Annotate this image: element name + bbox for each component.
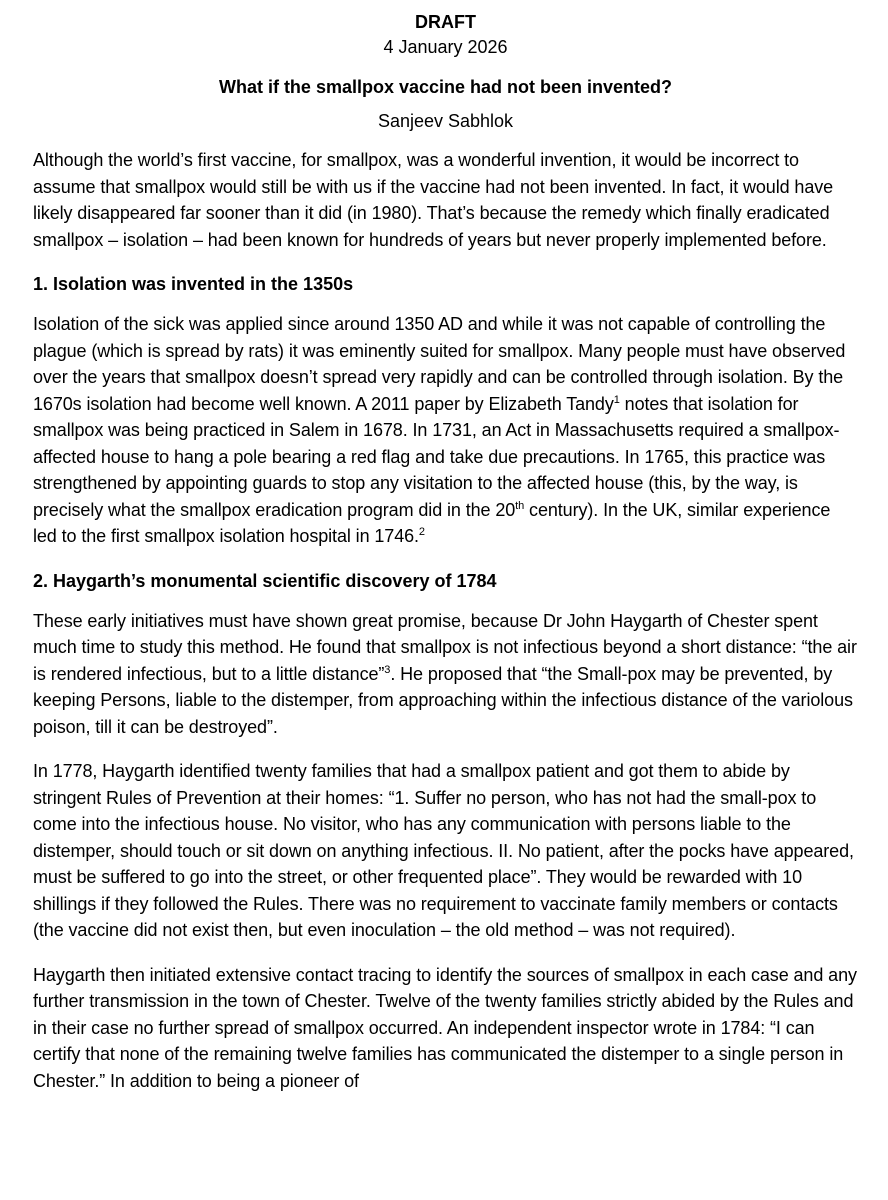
footnote-ref-1[interactable]: 1 (613, 393, 620, 406)
section-1-paragraph (33, 311, 858, 550)
document-date: 4 January 2026 (383, 37, 508, 57)
section-2-heading: 2. Haygarth’s monumental scientific discovery of 1784 (33, 570, 497, 591)
section-2-paragraph-2: In 1778, Haygarth identified twenty families that had a smallpox patient and got them to abide by stringent Rules of Prevention at their homes: “1. Suffer no person, who has not had the small-pox to come into the infectious house. No visitor, who has any communication with persons liable to the distemper, should touch or sit down on anything infectious. II. No patient, after the pocks have appeared, must be suffered to go into the street, or other frequented place”. They would be rewarded with 10 shillings if they followed the Rules. There was no requirement to vaccinate family members or contacts (the vaccine did not exist then, but even inoculation – the old method – was not required). (33, 761, 854, 940)
ordinal-suffix: th (515, 499, 525, 512)
document-author: Sanjeev Sabhlok (377, 111, 514, 131)
document-title: What if the smallpox vaccine had not been invented? (218, 77, 673, 97)
section-2-paragraph-1 (33, 608, 858, 741)
draft-label: DRAFT (415, 12, 476, 32)
section-2-p1-text-a: These early initiatives must have shown great promise, because Dr John Haygarth of Chester spent much time to study this method. He found that smallpox is not infectious beyond a short distance: “the air is rendered infectious, but to a little distance” (33, 610, 857, 684)
section-1-text-a: Isolation of the sick was applied since around 1350 AD and while it was not capable of controlling the plague (which is spread by rats) it was eminently suited for smallpox. Many people must have observed over the years that smallpox doesn’t spread very rapidly and can be controlled through isolation. By the 1670s isolation had become well known. A 2011 paper by Elizabeth Tandy (33, 314, 846, 414)
footnote-ref-3[interactable]: 3 (384, 663, 391, 676)
section-1-text-c: century). In the UK, similar experience led to the first smallpox isolation hospital in 1746. (33, 499, 831, 546)
footnote-ref-2[interactable]: 2 (418, 526, 425, 538)
section-2-paragraph-3: Haygarth then initiated extensive contact tracing to identify the sources of smallpox in each case and any further transmission in the town of Chester. Twelve of the twenty families strictly abided by the Rules and in their case no further spread of smallpox occurred. An independent inspector wrote in 1784: “I can certify that none of the remaining twelve families has communicated the distemper to a single person in Chester.” In addition to being a pioneer of (33, 964, 857, 1091)
section-1-text-b: notes that isolation for smallpox was being practiced in Salem in 1678. In 1731, an Act in Massachusetts required a smallpox-affected house to hang a pole bearing a red flag and take due precautions. In 1765, this practice was strengthened by appointing guards to stop any visitation to the affected house (this, by the way, is precisely what the smallpox eradication program did in the 20 (33, 393, 840, 520)
intro-paragraph: Although the world’s first vaccine, for smallpox, was a wonderful invention, it would be incorrect to assume that smallpox would still be with us if the vaccine had not been invented. In fact, it would have likely disappeared far sooner than it did (in 1980). That’s because the remedy which finally eradicated smallpox – isolation – had been known for hundreds of years but never properly implemented before. (33, 150, 834, 250)
section-1-heading: 1. Isolation was invented in the 1350s (33, 274, 354, 294)
section-2-p1-text-b: . He proposed that “the Small-pox may be prevented, by keeping Persons, liable to the distemper, from approaching within the infectious distance of the variolous poison, till it can be destroyed”. (33, 663, 853, 737)
